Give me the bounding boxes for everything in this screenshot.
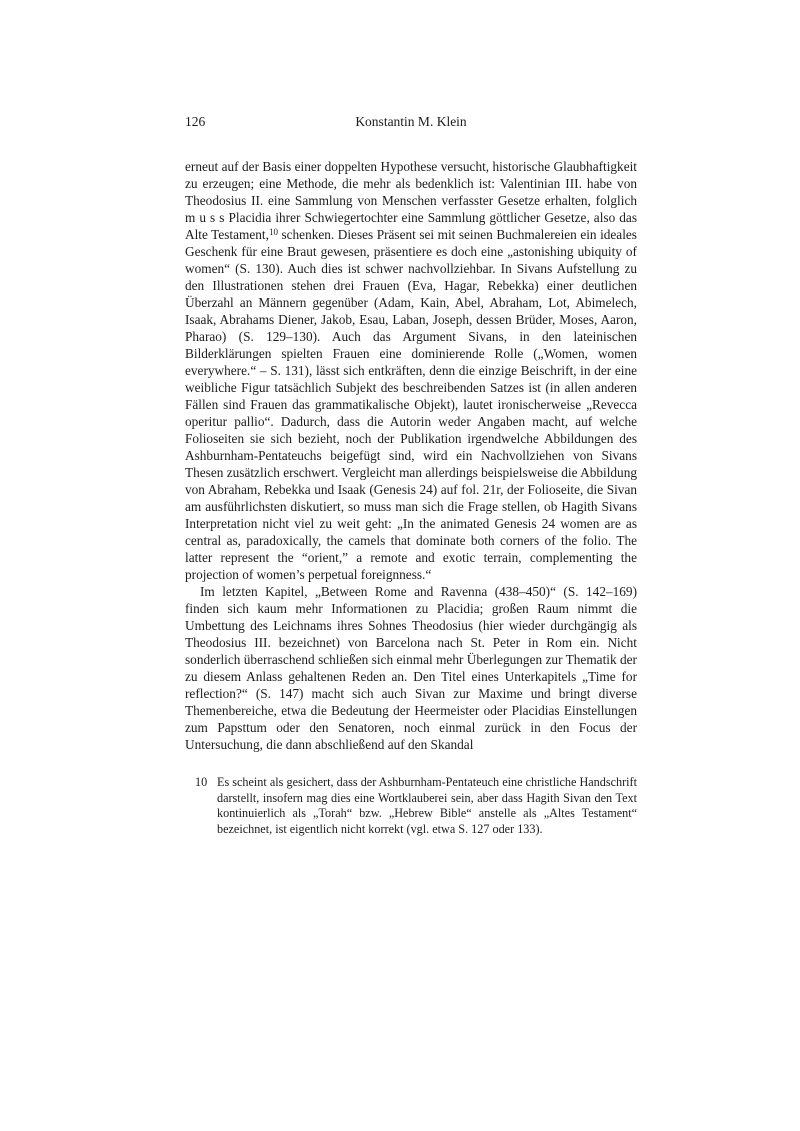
paragraph-2: Im letzten Kapitel, „Between Rome and Ravenna (438–450)“ (S. 142–169) finden sich kaum mehr Informationen zu Placidia; großen Raum nimmt die Umbettung des Leichnams ihres Sohnes Theodosius (hier wieder durchgängig als Theodosius III. bezeichnet) von Barcelona nach St. Peter in Rom ein. Nicht sonderlich überraschend schließen sich einmal mehr Überlegungen zur Thematik der zu diesem Anlass gehaltenen Reden an. Den Titel eines Unterkapitels „Time for reflection?“ (S. 147) macht sich auch Sivan zur Maxime und bringt diverse Themenbereiche, etwa die Bedeutung der Heermeister oder Placidias Einstellungen zum Papsttum oder den Senatoren, noch einmal zurück in den Focus der Untersuchung, die dann abschließend auf den Skandal xyxy=(185,584,637,752)
footnote-text: Es scheint als gesichert, dass der Ashburnham-Pentateuch eine christliche Handschrift darstellt, insofern mag dies eine Wortklauberei sein, aber dass Hagith Sivan den Text kontinuierlich als „Torah“ bzw. „Hebrew Bible“ anstelle als „Altes Testament“ bezeichnet, ist eigentlich nicht korrekt (vgl. etwa S. 127 oder 133). xyxy=(217,775,637,836)
running-header xyxy=(185,113,637,130)
paragraph-1-text-after-footnote: schenken. Dieses Präsent sei mit seinen Buchmalereien ein ideales Geschenk für eine Braut gewesen, präsentiere es doch eine „astonishing ubiquity of women“ (S. 130). Auch dies ist schwer nachvollziehbar. In Sivans Aufstellung zu den Illustrationen stehen drei Frauen (Eva, Hagar, Rebekka) einer deutlichen Überzahl an Männern gegenüber (Adam, Kain, Abel, Abraham, Lot, Abimelech, Isaak, Abrahams Diener, Jakob, Esau, Laban, Joseph, dessen Brüder, Moses, Aaron, Pharao) (S. 129–130). Auch das Argument Sivans, in den lateinischen Bilderklärungen spielten Frauen eine dominierende Rolle („Women, women everywhere.“ – S. 131), lässt sich entkräften, denn die einzige Beischrift, in der eine weibliche Figur tatsächlich Subjekt des beschreibenden Satzes ist (in allen anderen Fällen sind Frauen das grammatikalische Objekt), lautet ironischerweise „Revecca operitur pallio“. Dadurch, dass die Autorin weder Angaben macht, auf welche Folioseiten sie sich bezieht, noch der Publikation irgendwelche Abbildungen des Ashburnham-Pentateuchs beigefügt sind, wird ein Nachvollziehen von Sivans Thesen zusätzlich erschwert. Vergleicht man allerdings beispielsweise die Abbildung von Abraham, Rebekka und Isaak (Genesis 24) auf fol. 21r, der Folioseite, die Sivan am ausführlichsten diskutiert, so muss man sich die Frage stellen, ob Hagith Sivans Interpretation nicht viel zu weit geht: „In the animated Genesis 24 women are as central as, paradoxically, the camels that dominate both corners of the folio. The latter represent the “orient,” a remote and exotic terrain, complementing the projection of women’s perpetual foreignness.“ xyxy=(185,227,637,582)
paragraph-1 xyxy=(185,158,637,583)
page-number: 126 xyxy=(185,114,206,129)
book-page xyxy=(185,113,637,837)
main-text xyxy=(185,158,637,753)
footnote-10 xyxy=(195,775,637,837)
footnote-number: 10 xyxy=(195,775,208,789)
footnote-reference-marker: 10 xyxy=(268,226,278,237)
paragraph-1-text-before-footnote: erneut auf der Basis einer doppelten Hypothese versucht, historische Glaubhaftigkeit zu erzeugen; eine Methode, die mehr als bedenklich ist: Valentinian III. habe von Theodosius II. eine Sammlung von Menschen verfasster Gesetze erhalten, folglich m u s s Placidia ihrer Schwiegertochter eine Sammlung göttlicher Gesetze, also das Alte Testament, xyxy=(185,159,637,242)
running-head-author: Konstantin M. Klein xyxy=(355,114,467,129)
